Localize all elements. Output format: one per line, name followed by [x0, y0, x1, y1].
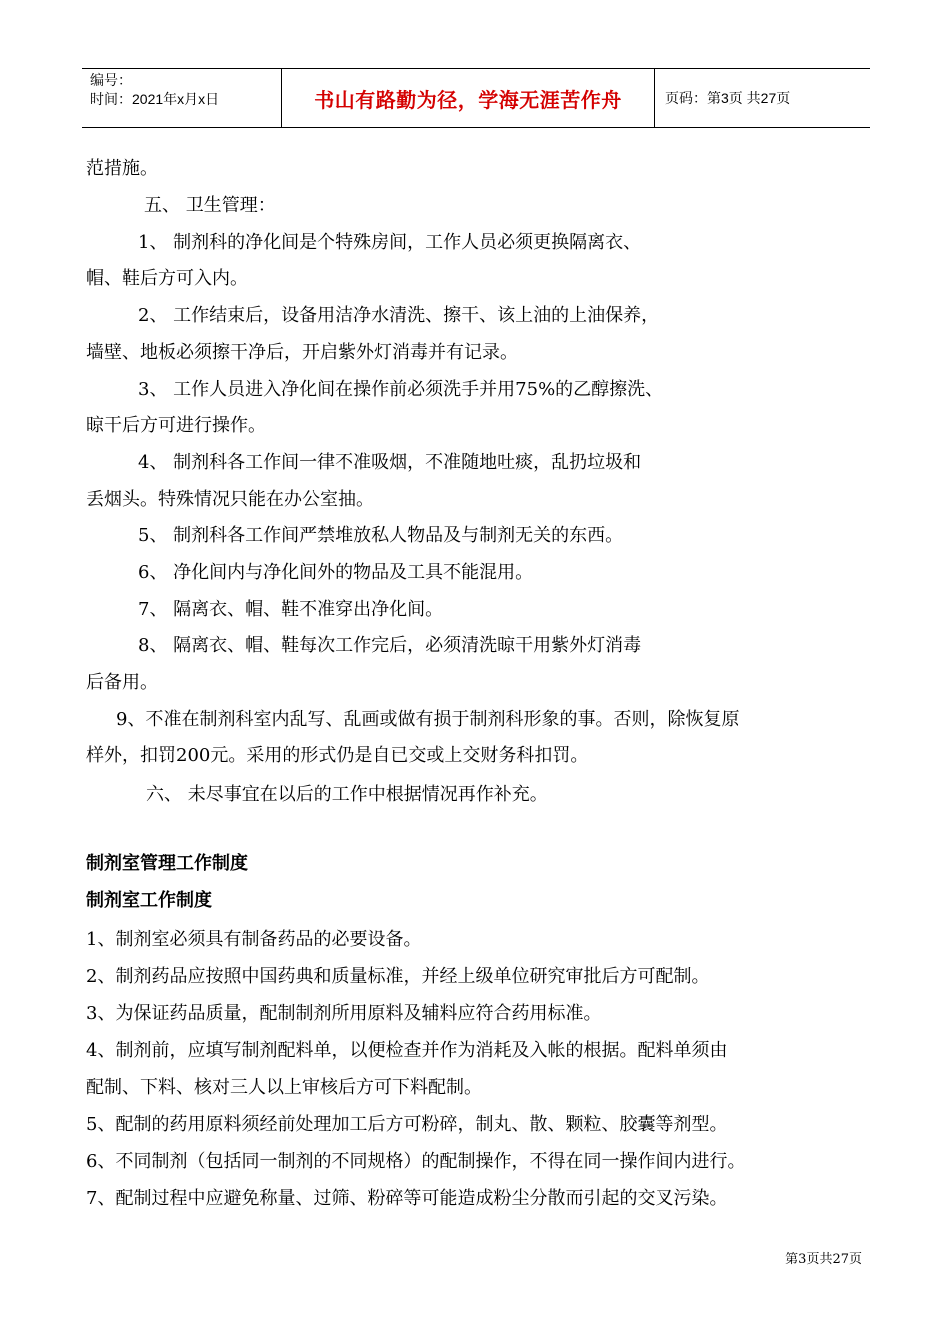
body-line: 6、 净化间内与净化间外的物品及工具不能混用。 — [138, 562, 534, 583]
rule-line: 4、制剂前，应填写制剂配料单，以便检查并作为消耗及入帐的根据。配料单须由 — [86, 1040, 728, 1061]
body-line: 7、 隔离衣、帽、鞋不准穿出净化间。 — [138, 599, 444, 620]
section-heading: 五、 卫生管理： — [144, 195, 276, 216]
body-line: 8、 隔离衣、帽、鞋每次工作完后，必须清洗晾干用紫外灯消毒 — [138, 635, 642, 656]
body-line: 范措施。 — [86, 158, 158, 179]
rule-line: 3、为保证药品质量，配制制剂所用原料及辅料应符合药用标准。 — [86, 1003, 602, 1024]
rule-line: 1、制剂室必须具有制备药品的必要设备。 — [86, 929, 422, 950]
body-line: 后备用。 — [86, 672, 158, 693]
body-line: 晾干后方可进行操作。 — [86, 415, 266, 436]
body-line: 帽、鞋后方可入内。 — [86, 268, 248, 289]
body-line: 4、 制剂科各工作间一律不准吸烟，不准随地吐痰，乱扔垃圾和 — [138, 452, 642, 473]
header-motto: 书山有路勤为径，学海无涯苦作舟 — [282, 69, 655, 127]
body-line: 墙壁、地板必须擦干净后，开启紫外灯消毒并有记录。 — [86, 342, 518, 363]
rule-line: 5、配制的药用原料须经前处理加工后方可粉碎，制丸、散、颗粒、胶囊等剂型。 — [86, 1114, 728, 1135]
rule-line: 6、不同制剂（包括同一制剂的不同规格）的配制操作，不得在同一操作间内进行。 — [86, 1151, 746, 1172]
serial-label: 编号： — [90, 72, 132, 88]
header-left-cell — [82, 69, 282, 127]
document-subheading: 制剂室工作制度 — [86, 890, 212, 911]
body-line: 2、 工作结束后，设备用洁净水清洗、擦干、该上油的上油保养， — [138, 305, 660, 326]
body-line: 5、 制剂科各工作间严禁堆放私人物品及与制剂无关的东西。 — [138, 525, 624, 546]
header-page-info: 页码：第3页 共27页 — [665, 90, 791, 106]
body-line: 丢烟头。特殊情况只能在办公室抽。 — [86, 489, 374, 510]
body-line: 9、不准在制剂科室内乱写、乱画或做有损于制剂科形象的事。否则，除恢复原 — [116, 709, 740, 730]
page-footer: 第3页共27页 — [785, 1252, 862, 1267]
body-line: 样外，扣罚200元。采用的形式仍是自已交或上交财务科扣罚。 — [86, 745, 589, 766]
rule-line: 7、配制过程中应避免称量、过筛、粉碎等可能造成粉尘分散而引起的交叉污染。 — [86, 1188, 728, 1209]
document-heading: 制剂室管理工作制度 — [86, 853, 248, 874]
page-header — [82, 68, 870, 128]
time-label: 时间：2021年x月x日 — [90, 91, 220, 107]
body-line: 3、 工作人员进入净化间在操作前必须洗手并用75%的乙醇擦洗、 — [138, 379, 664, 400]
rule-line: 配制、下料、核对三人以上审核后方可下料配制。 — [86, 1077, 482, 1098]
rule-line: 2、制剂药品应按照中国药典和质量标准，并经上级单位研究审批后方可配制。 — [86, 966, 710, 987]
body-line: 1、 制剂科的净化间是个特殊房间，工作人员必须更换隔离衣、 — [138, 232, 642, 253]
section-heading: 六、 未尽事宜在以后的工作中根据情况再作补充。 — [146, 784, 548, 805]
